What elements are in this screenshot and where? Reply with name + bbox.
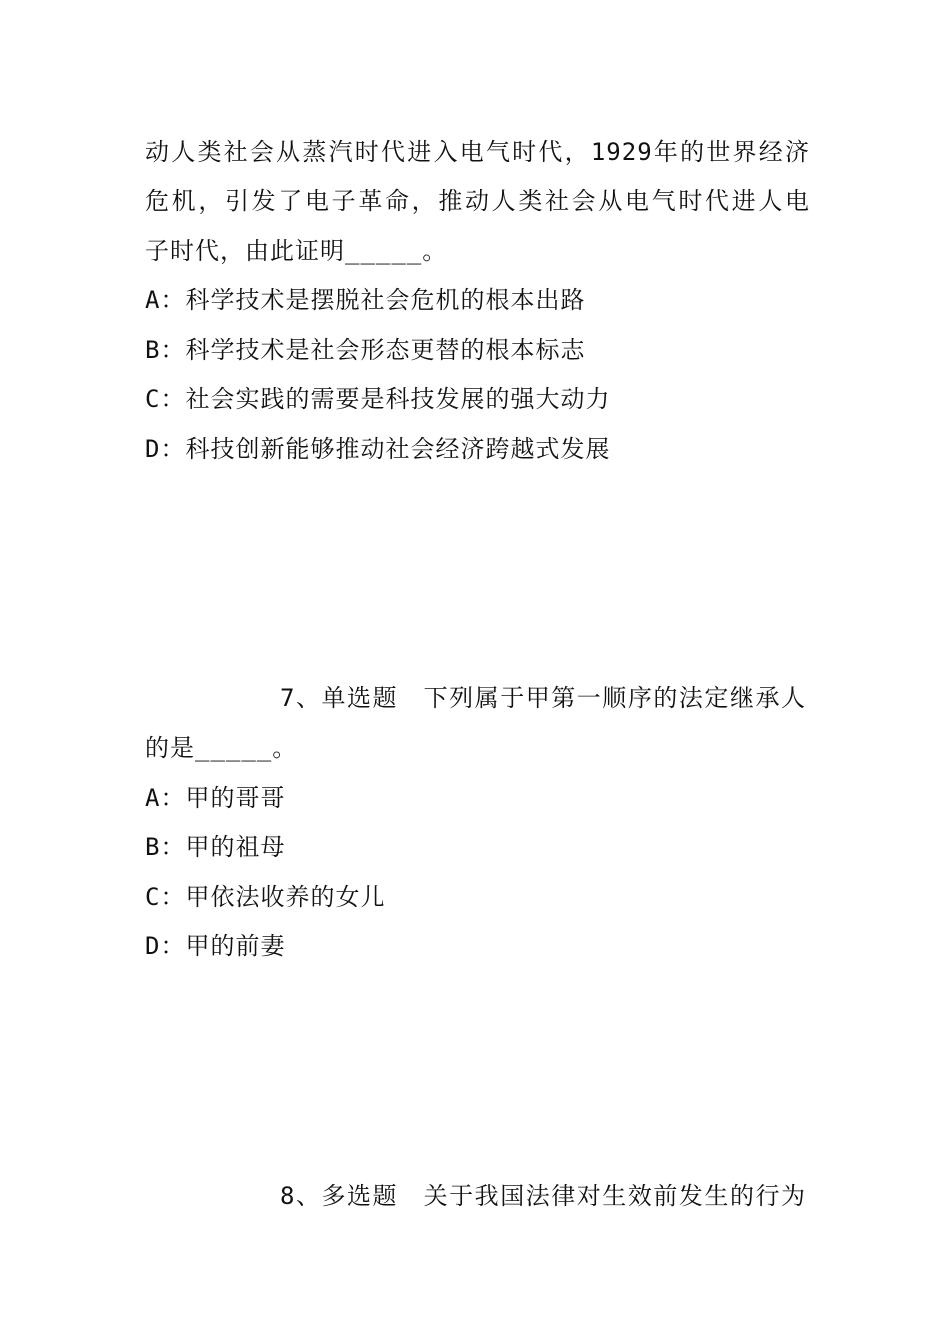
q6-stem-line-3: 子时代，由此证明_____。 xyxy=(145,237,448,265)
q6-option-d: D：科技创新能够推动社会经济跨越式发展 xyxy=(145,435,611,463)
q6-option-a: A：科学技术是摆脱社会危机的根本出路 xyxy=(145,286,586,314)
q7-option-c: C：甲依法收养的女儿 xyxy=(145,883,386,911)
q7-header: 7、单选题 下列属于甲第一顺序的法定继承人 xyxy=(280,684,805,712)
q6-option-c: C：社会实践的需要是科技发展的强大动力 xyxy=(145,385,611,413)
q7-option-d: D：甲的前妻 xyxy=(145,932,286,960)
q7-option-b: B：甲的祖母 xyxy=(145,833,286,861)
q6-stem-line-1: 动人类社会从蒸汽时代进入电气时代，1929年的世界经济 xyxy=(145,138,810,166)
q7-option-a: A：甲的哥哥 xyxy=(145,784,286,812)
q6-option-b: B：科学技术是社会形态更替的根本标志 xyxy=(145,336,586,364)
q7-stem-cont: 的是_____。 xyxy=(145,734,298,762)
q6-stem-line-2: 危机，引发了电子革命，推动人类社会从电气时代进人电 xyxy=(145,187,810,215)
q8-header: 8、多选题 关于我国法律对生效前发生的行为 xyxy=(280,1182,805,1210)
